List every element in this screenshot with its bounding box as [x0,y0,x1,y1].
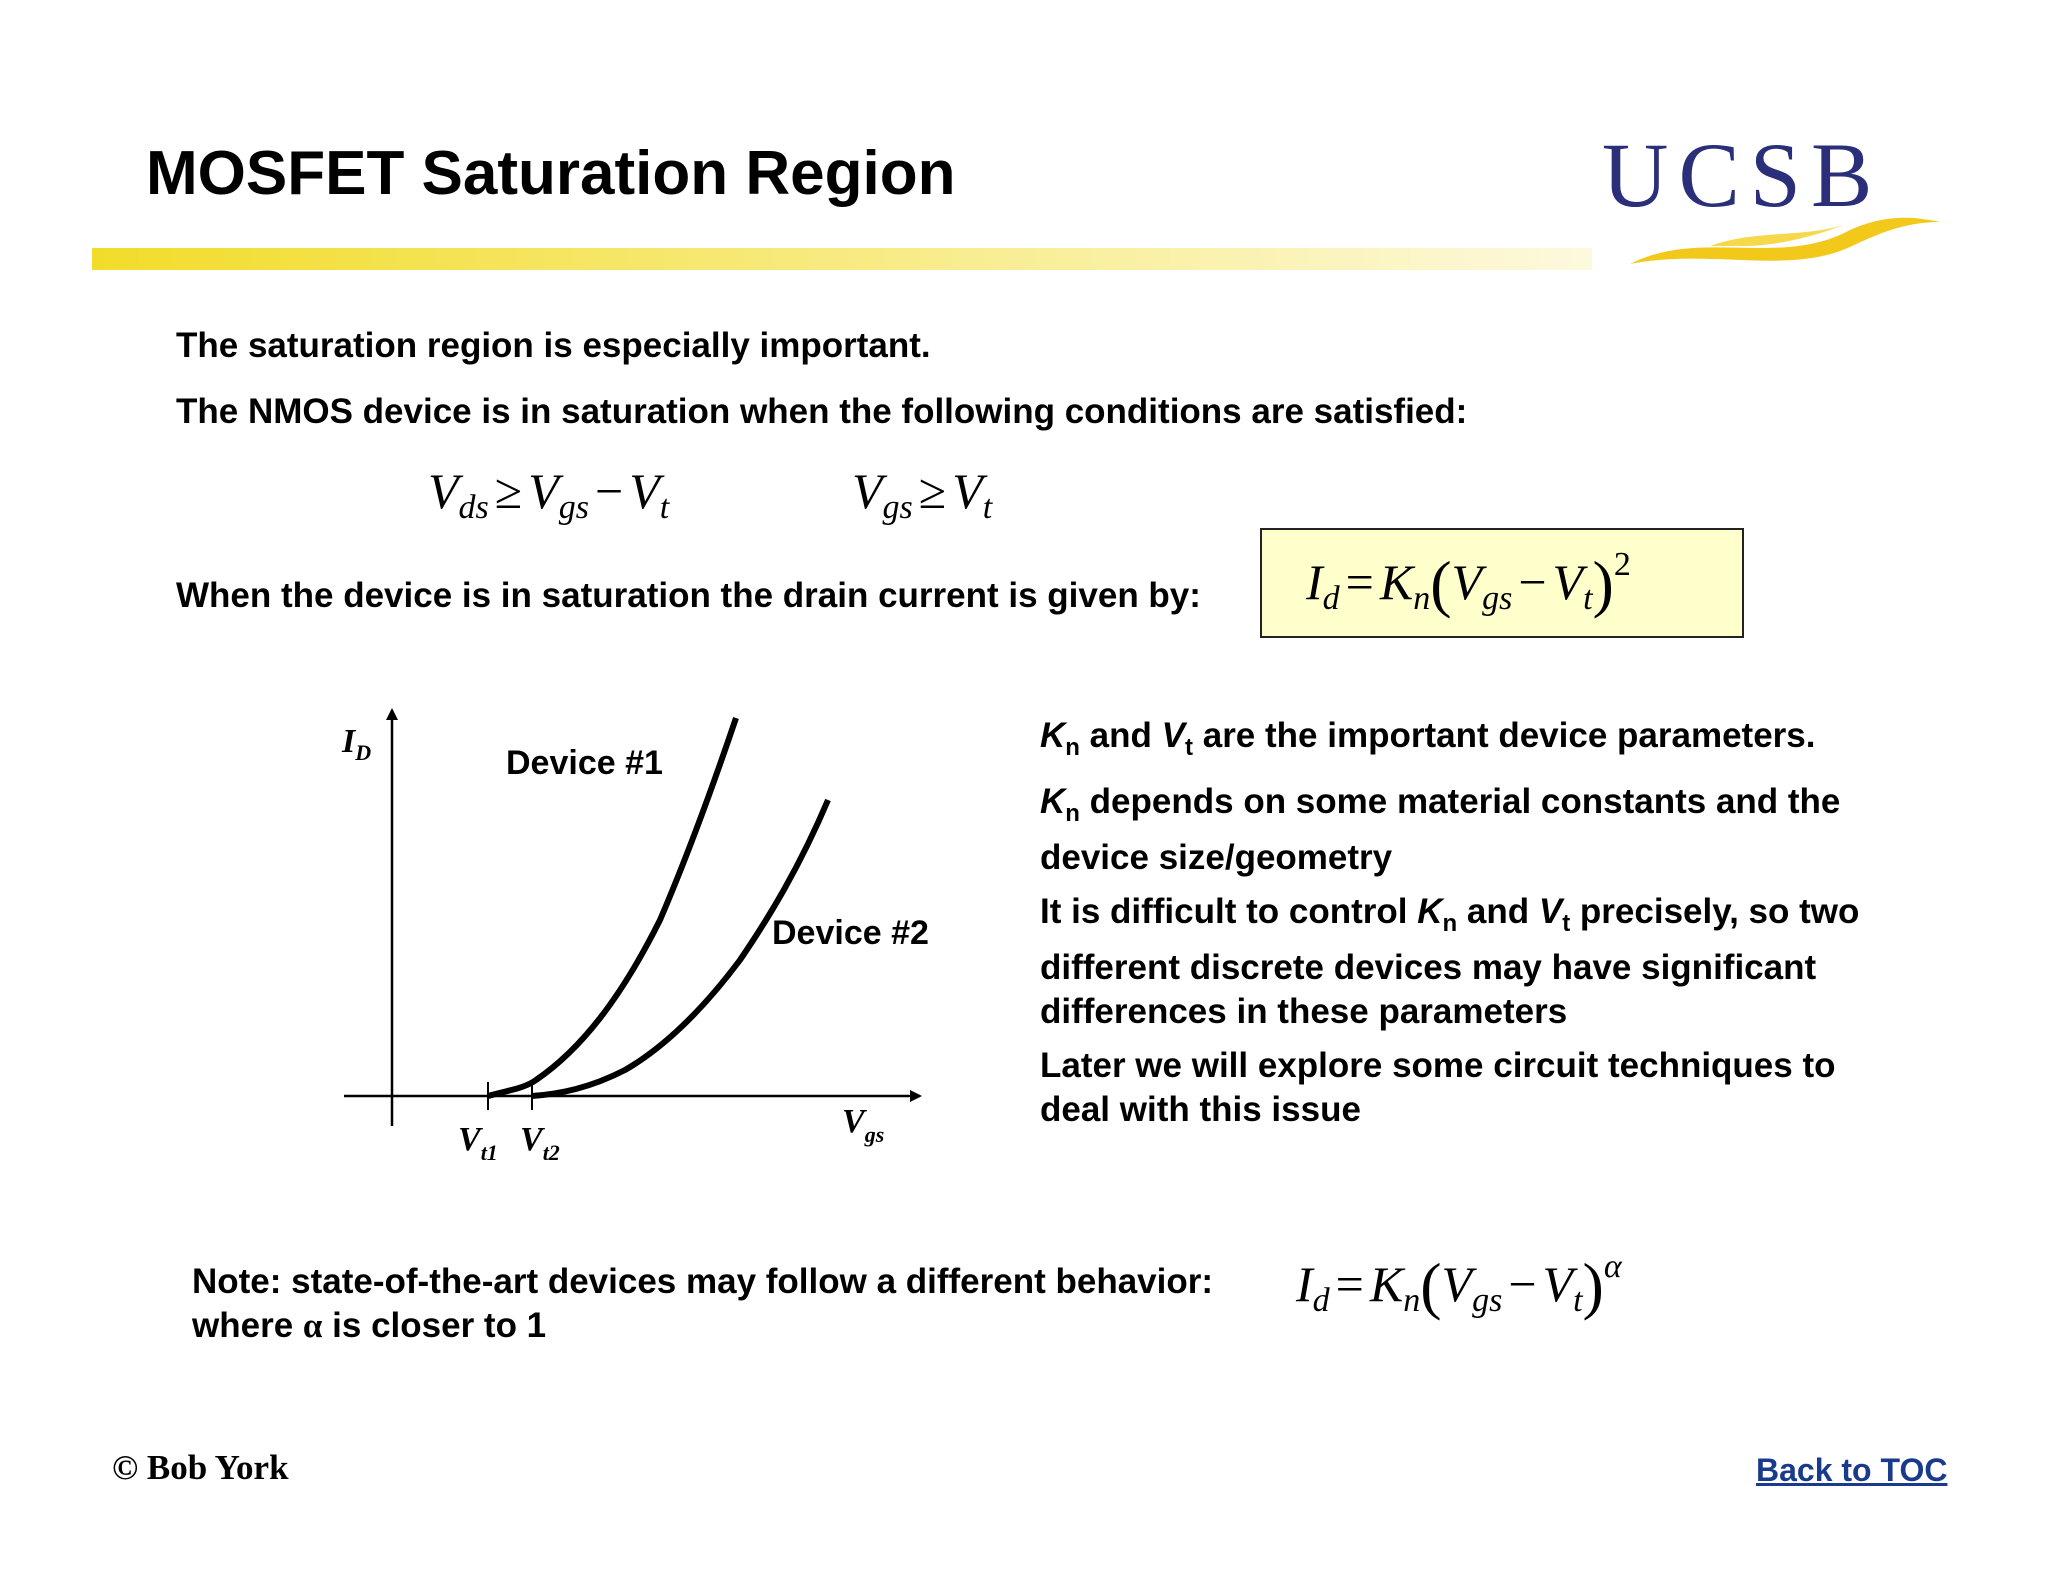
note-line-1: Note: state-of-the-art devices may follow a different behavior: [192,1262,1214,1301]
param-paragraph-3: It is difficult to control $K_n$ and $V_t$ precisely, so two different discrete devices may have significant differences in these parameters [1040,892,1860,1031]
id-vgs-graph [320,690,940,1190]
param-paragraph-4: Later we will explore some circuit techniques to deal with this issue [1040,1046,1836,1129]
condition-vds: $V_{ds} \ge V_{gs} - V_t$ [428,463,670,526]
title-rule [92,248,1592,270]
note-line-2: where α is closer to 1 [192,1306,547,1345]
intro-line-1: The saturation region is especially important. [176,326,931,365]
param-paragraph-2: $K_n$ depends on some material constants and the device size/geometry [1040,782,1841,877]
x-axis-label: $V_{gs}$ [842,1103,885,1147]
y-axis-label: $I_D$ [342,723,372,765]
drain-current-label: When the device is in saturation the drain current is given by: [176,576,1201,615]
logo-text: UCSB [1602,124,1883,226]
condition-vgs: $V_{gs} \ge V_t$ [852,463,993,526]
note-formula: $I_d = K_n(V_{gs} - V_t)^\alpha$ [1296,1248,1622,1321]
drain-current-formula: $I_d = K_n(V_{gs} - V_t)^2$ [1306,546,1631,619]
device-2-label: Device #2 [772,914,929,952]
page-title: MOSFET Saturation Region [146,139,956,208]
intro-line-2: The NMOS device is in saturation when the following conditions are satisfied: [176,392,1468,431]
back-to-toc-link[interactable]: Back to TOC [1756,1452,1948,1488]
vt2-label: $V_{t2}$ [520,1121,560,1165]
vt1-label: $V_{t1}$ [458,1121,498,1165]
copyright-text: © Bob York [112,1448,289,1487]
device-1-label: Device #1 [506,744,663,782]
ucsb-logo [1590,118,1950,278]
param-paragraph-1: $K_n$ and $V_t$ are the important device parameters. [1040,716,1816,761]
